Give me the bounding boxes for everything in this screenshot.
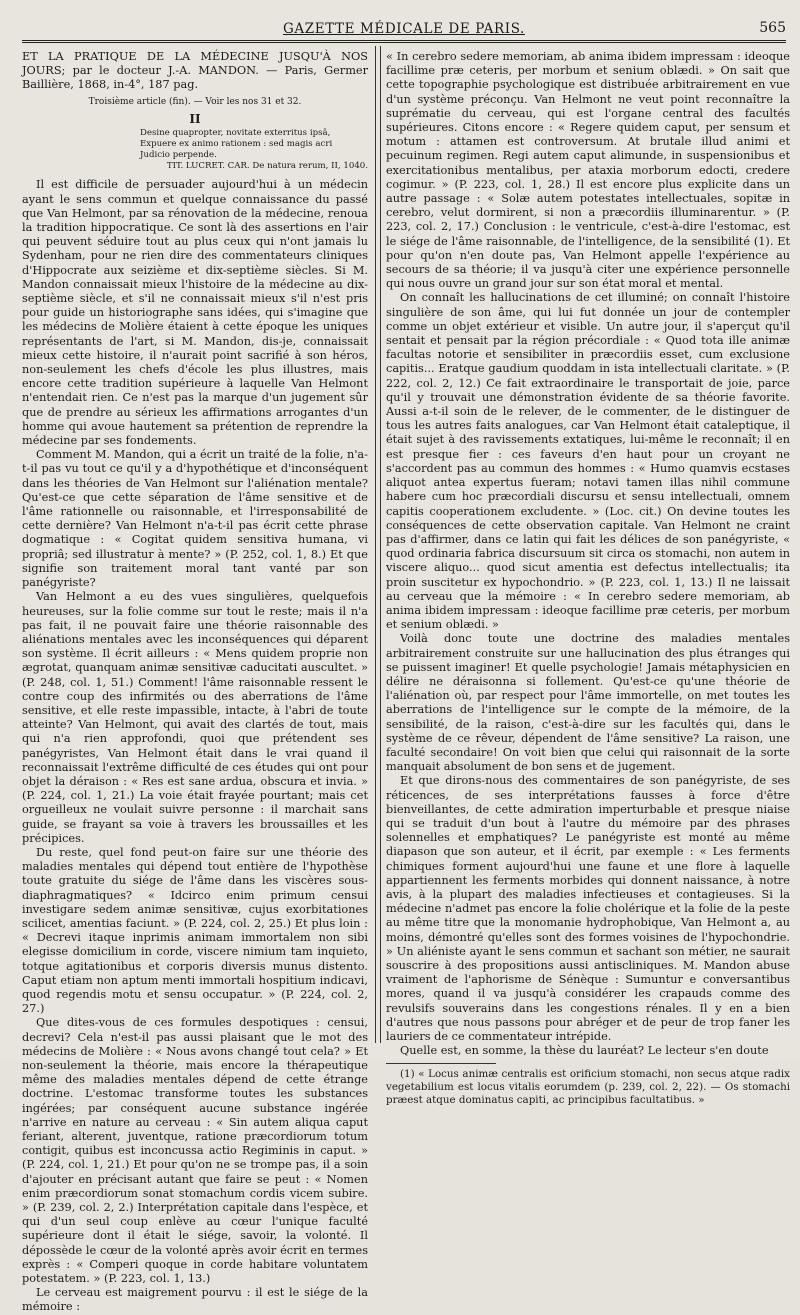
footnote: (1) « Locus animæ centralis est orificium stomachi, non secus atque radix vegetabilium est locus vitalis eorumdem (p. 239, col. 2, 22). — Os stomachi præest atque dominatus capiti, ac principibus facultatibus. »: [386, 1068, 790, 1107]
article-heading: ET LA PRATIQUE DE LA MÉDECINE JUSQU'À NOS JOURS; par le docteur J.-A. MANDON. — Paris, Germer Baillière, 1868, in-4°, 187 pag.: [22, 50, 368, 91]
body-paragraph: Que dites-vous de ces formules despotiques : censui, decrevi? Cela n'est-il pas aussi plaisant que le mot des médecins de Molière : « Nous avons changé tout cela? » Et non-seulement la théorie, mais encore la thérapeutique même des maladies mentales dépend de cette étrange doctrine. L'estomac transforme toutes les substances ingérées; par conséquent aucune substance ingérée n'arrive en nature au cerveau : « Sin autem aliqua caput feriant, alterent, juventque, ratione præcordiorum totum contigit, quibus est inconcussa actio Regiminis in caput. » (P. 224, col. 1, 21.) Et pour qu'on ne se trompe pas, il a soin d'ajouter en précisant autant que faire se peut : « Nomen enim præcordiorum sonat stomachum cordis vicem subire. » (P. 239, col. 2, 2.) Interprétation capitale dans l'espèce, et qui d'un seul coup enlève au cœur l'unique faculté supérieure dont il était le siége, savoir, la volonté. Il dépossède le cœur de la volonté après avoir écrit en termes exprès : « Comperi quoque in corde habitare voluntatem potestatem. » (P. 223, col. 1, 13.): [22, 1016, 368, 1286]
epigraph-line: Expuere ex animo rationem : sed magis acri: [140, 139, 333, 150]
body-paragraph: On connaît les hallucinations de cet illuminé; on connaît l'histoire singulière de son âme, qui lui fut donnée un jour de contempler comme un objet extérieur et visible. Un autre jour, il s'aperçut qu'il sentait et pensait par la région précordiale : « Quod tota ille animæ facultas notorie et sensibiliter in præcordiis esset, cum exclusione capitis... Eratque gaudium quoddam in ista intellectuali claritate. » (P. 222, col. 2, 12.) Ce fait extraordinaire le transportait de joie, parce qu'il y trouvait une démonstration évidente de sa théorie favorite. Aussi a-t-il soin de le relever, de le commenter, de le distinguer de tous les autres faits analogues, car Van Helmont était cataleptique, il était sujet à des ravissements extatiques, lui-même le reconnaît; il en est presque fier : ces faveurs d'en haut pour un croyant ne s'accordent pas au commun des hommes : « Humo quamvis ecstases aliquot antea expertus fueram; notavi tamen illas nihil commune habere cum hoc præcordiali discursu et sensu intellectuali, omnem capitis cooperationem excludente. » (Loc. cit.) On devine toutes les conséquences de cette observation capitale. Van Helmont ne craint pas d'affirmer, dans ce latin qui fait les délices de son panégyriste, « quod ordinaria fabrica discursuum sit circa os stomachi, non autem in viscere aliquo... quod sicut amentia est defectus intellectualis; ita proin suscitetur ex hypochondrio. » (P. 223, col. 1, 13.) Il ne laissait au cerveau que la mémoire : « In cerebro sedere memoriam, ab anima ibidem impressam : ideoque facillime præ ceteris, per morbum et senium oblædi. »: [386, 291, 790, 632]
epigraph: [140, 128, 368, 172]
body-paragraph: Il est difficile de persuader aujourd'hui à un médecin ayant le sens commun et quelque connaissance du passé que Van Helmont, par sa rénovation de la médecine, renoua la tradition hippocratique. Ce sont là des assertions en l'air qui peuvent séduire tout au plus ceux qui n'ont jamais lu Sydenham, pour ne rien dire des commentateurs cliniques d'Hippocrate aux seizième et dix-septième siècles. Si M. Mandon connaissait mieux l'histoire de la médecine au dix-septième siècle, et s'il ne connaissait mieux s'il n'est pris pour guide un historiographe sans idées, qui s'imagine que les médecins de Molière étaient à cette époque les uniques représentants de l'art, si M. Mandon, dis-je, connaissait mieux cette histoire, il n'aurait point sacrifié à son héros, non-seulement les chefs d'école les plus illustres, mais encore cette tradition supérieure à laquelle Van Helmont n'entendait rien. Ce n'est pas la marque d'un jugement sûr que de prendre au sérieux les affirmations arrogantes d'un homme qui avoue hautement sa prétention de reprendre la médecine par ses fondements.: [22, 178, 368, 448]
body-paragraph: Comment M. Mandon, qui a écrit un traité de la folie, n'a-t-il pas vu tout ce qu'il y a d'hypothétique et d'inconséquent dans les théories de Van Helmont sur l'aliénation mentale? Qu'est-ce que cette séparation de l'âme sensitive et de l'âme rationnelle ou raisonnable, et l'irresponsabilité de cette dernière? Van Helmont n'a-t-il pas écrit cette phrase dogmatique : « Cogitat quidem sensitiva humana, vi propriâ; sed illustratur à mente? » (P. 252, col. 1, 8.) Et que signifie son traitement moral tant vanté par son panégyriste?: [22, 448, 368, 590]
epigraph-citation: TIT. LUCRET. CAR. De natura rerum, II, 1040.: [166, 161, 368, 172]
epigraph-line: Desine quapropter, novitate exterritus ipsâ,: [140, 128, 331, 139]
body-paragraph: Du reste, quel fond peut-on faire sur une théorie des maladies mentales qui dépend tout entière de l'hypothèse toute gratuite du siége de l'âme dans les viscères sous-diaphragmatiques? « Idcirco enim primum censui investigare sedem animæ sensitivæ, cujus exorbitationes scilicet, amentias faciunt. » (P. 224, col. 2, 25.) Et plus loin : « Decrevi itaque inprimis animam immortalem non sibi elegisse domicilium in corde, viscere nimium tam inquieto, totque agitationibus et corporis diversis munus distento. Caput etiam non aptum menti immortali hospitium indicavi, quod regendis motu et sensu occupatur. » (P. 224, col. 2, 27.): [22, 845, 368, 1016]
right-column: [386, 50, 790, 1107]
footnote-rule: [386, 1063, 496, 1064]
body-paragraph: Van Helmont a eu des vues singulières, quelquefois heureuses, sur la folie comme sur tout le reste; mais il n'a pas fait, il ne pouvait faire une théorie raisonnable des aliénations mentales avec les inconséquences qui déparent son système. Il écrit ailleurs : « Mens quidem proprie non ægrotat, quanquam animæ sensitivæ caducitati auscultet. » (P. 248, col. 1, 51.) Comment! l'âme raisonnable ressent le contre coup des infirmités ou des aberrations de l'âme sensitive, et elle reste impassible, intacte, à l'abri de toute atteinte? Van Helmont, qui avait des clartés de tout, mais qui n'a rien approfondi, quoi que prétendent ses panégyristes, Van Helmont était dans le vrai quand il reconnaissait l'extrême difficulté de ces études qui ont pour objet la déraison : « Res est sane ardua, obscura et invia. » (P. 224, col. 1, 21.) La voie était frayée pourtant; mais cet orgueilleux ne voulait suivre personne : il marchait sans guide, se frayant sa voie à travers les broussailles et les précipices.: [22, 590, 368, 845]
journal-title: GAZETTE MÉDICALE DE PARIS.: [283, 21, 525, 37]
column-divider: [375, 46, 381, 1043]
left-column: [22, 50, 368, 1314]
article-subline: Troisième article (fin). — Voir les nos 31 et 32.: [88, 97, 302, 107]
header-rule: [22, 42, 786, 43]
body-paragraph: « In cerebro sedere memoriam, ab anima ibidem impressam : ideoque facillime præ ceteris, per morbum et senium oblædi. » On sait que cette topographie psychologique est distribuée arbitrairement en vue d'un système préconçu. Van Helmont ne veut point reconnaître la suprématie du cerveau, qui est l'organe central des facultés supérieures. Citons encore : « Regere quidem caput, per sensum et motum : attamen est controversum. At brutale illud animi et pecuinum regimen. Regi autem caput alimunde, in suspensionibus et exercitationibus mentalibus, per ataxia morborum edocti, credere cogimur. » (P. 223, col. 1, 28.) Il est encore plus explicite dans un autre passage : « Solæ autem potestates intellectuales, sopitæ in cerebro, velut dormirent, si non a præcordiis illuminarentur. » (P. 223, col. 2, 17.) Conclusion : le ventricule, c'est-à-dire l'estomac, est le siége de l'âme raisonnable, de l'intelligence, de la sensibilité (1). Et pour qu'on n'en doute pas, Van Helmont appelle l'expérience au secours de sa théorie; il va jusqu'à citer une expérience personnelle qui nous ouvre un grand jour sur son état moral et mental.: [386, 50, 790, 291]
body-paragraph: Et que dirons-nous des commentaires de son panégyriste, de ses réticences, de ses interprétations fausses à force d'être bienveillantes, de cette admiration imperturbable et presque niaise qui se traduit d'un bout à l'autre du mémoire par des phrases solennelles et emphatiques? Le panégyriste est monté au même diapason que son auteur, et il écrit, par exemple : « Les ferments chimiques forment aujourd'hui une faune et une flore à laquelle appartiennent les ferments morbides qui donnent naissance, à notre avis, à la plupart des maladies infectieuses et contagieuses. Si la médecine n'admet pas encore la folie cholérique et la folie de la peste au même titre que la monomanie hydrophobique, Van Helmont a, au moins, démontré qu'elles sont des formes voisines de l'hypochondrie. » Un aliéniste ayant le sens commun et sachant son métier, ne saurait souscrire à des propositions aussi antiscliniques. M. Mandon abuse vraiment de l'aphorisme de Sénèque : Sumuntur e conversantibus mores, quand il va jusqu'à considérer les crapauds comme des revulsifs souverains dans les congestions rénales. Il y en a bien d'autres que nous passons pour abréger et de peur de trop faner les lauriers de ce commentateur intrépide.: [386, 774, 790, 1044]
body-paragraph: Le cerveau est maigrement pourvu : il est le siége de la mémoire :: [22, 1286, 368, 1314]
running-header: [22, 20, 786, 41]
epigraph-line: Judicio perpende.: [140, 150, 217, 161]
body-paragraph: Voilà donc toute une doctrine des maladies mentales arbitrairement construite sur une hallucination des plus étranges qui se puissent imaginer! Et quelle psychologie! Jamais métaphysicien en délire ne déraisonna si follement. Qu'est-ce qu'une théorie de l'aliénation où, par respect pour l'âme immortelle, on met toutes les aberrations de l'intelligence sur le compte de la mémoire, de la sensibilité, de la raison, c'est-à-dire sur les facultés qui, dans le système de ce rêveur, dépendent de l'âme sensitive? La raison, une faculté secondaire! On voit bien que celui qui raisonnait de la sorte manquait absolument de bon sens et de jugement.: [386, 632, 790, 774]
section-number: II: [189, 112, 201, 127]
body-paragraph: Quelle est, en somme, la thèse du lauréat? Le lecteur s'en doute: [400, 1044, 769, 1058]
page-number: 565: [759, 20, 786, 36]
